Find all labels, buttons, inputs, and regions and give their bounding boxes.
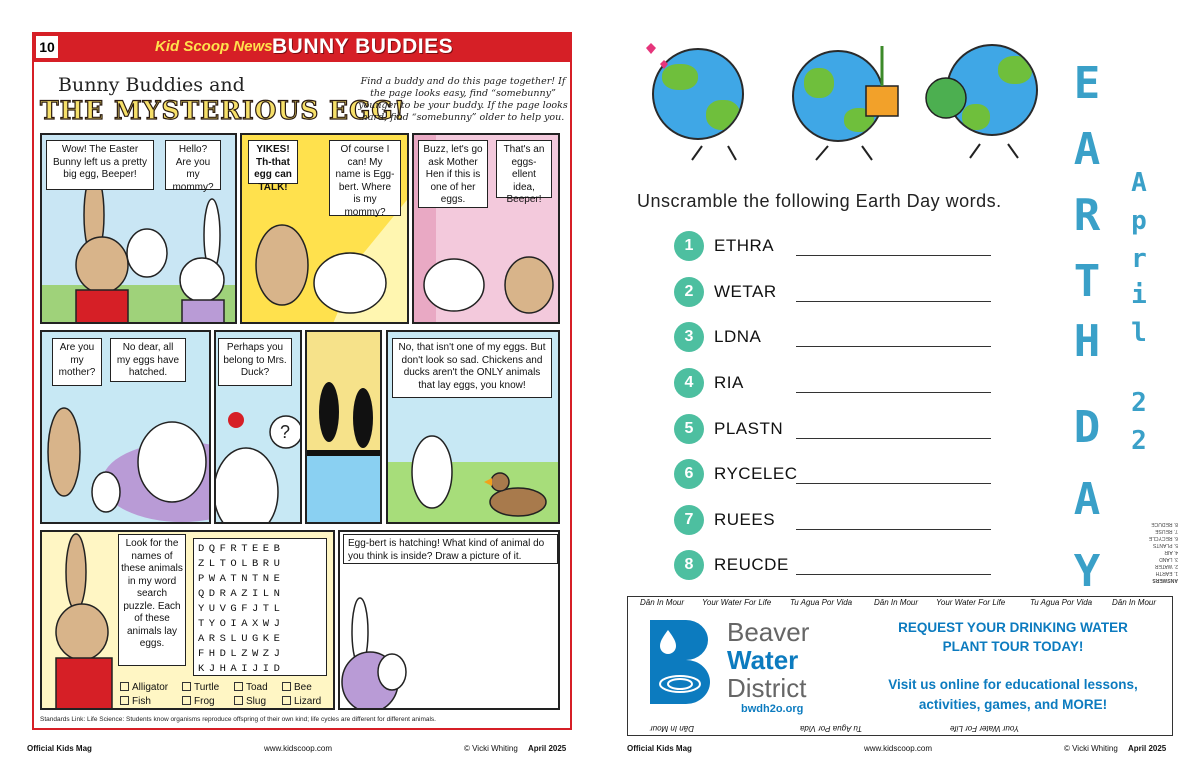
unscramble-item — [674, 277, 994, 307]
title-letter: D — [1073, 402, 1101, 453]
speech-bubble: Of course I can! My name is Egg-bert. Where is my mommy? — [329, 140, 401, 216]
item-number: 6 — [674, 459, 704, 489]
answer-item: 6. RECYCLE — [1148, 535, 1178, 541]
bwd-logo-icon — [646, 616, 716, 706]
speech-bubble: YIKES! Th-that egg can TALK! — [248, 140, 298, 184]
word-label: Bee — [294, 682, 312, 693]
grid-row: ARSLUGKE — [198, 633, 285, 645]
item-number: 2 — [674, 277, 704, 307]
word-checkbox[interactable] — [234, 696, 266, 707]
answer-item: 2. WATER — [1154, 563, 1178, 569]
unscramble-instruction: Unscramble the following Earth Day words. — [637, 191, 1002, 211]
date-letter: A — [1131, 168, 1147, 198]
comic-panel-6 — [305, 330, 382, 524]
answer-line[interactable] — [796, 392, 991, 393]
grid-row: KJHAIJID — [198, 663, 285, 675]
unscramble-item — [674, 414, 994, 444]
heart-icon — [646, 43, 656, 54]
footer-date: April 2025 — [528, 744, 567, 753]
scrambled-word: RYCELEC — [714, 464, 798, 483]
item-number: 5 — [674, 414, 704, 444]
speech-bubble: Hello? Are you my mommy? — [165, 140, 221, 190]
ad-tagline: Tu Agua Por Vida — [800, 724, 863, 733]
scrambled-word: REUCDE — [714, 555, 789, 574]
ad-tagline: Dân In Mour — [874, 598, 919, 607]
title-letter: H — [1073, 316, 1101, 367]
title-letter: Y — [1073, 546, 1101, 597]
speech-bubble: Egg-bert is hatching! What kind of animal do you think is inside? Draw a picture of it. — [343, 534, 558, 564]
title-line-2: THE MYSTERIOUS EGG! — [40, 96, 406, 125]
word-label: Toad — [246, 682, 268, 693]
item-number: 4 — [674, 368, 704, 398]
checkbox-icon[interactable] — [282, 682, 291, 691]
answer-line[interactable] — [796, 574, 991, 575]
plant-pot-icon — [866, 86, 898, 116]
cta-line: REQUEST YOUR DRINKING WATER — [898, 620, 1128, 635]
answer-line[interactable] — [796, 346, 991, 347]
speech-bubble: Buzz, let's go ask Mother Hen if this is one of her eggs. — [418, 140, 488, 208]
unscramble-item — [674, 505, 994, 535]
title-letter: T — [1073, 256, 1101, 307]
word-label: Alligator — [132, 682, 169, 693]
word-checkbox[interactable] — [120, 696, 151, 707]
grid-row: QDRAZILN — [198, 588, 285, 600]
answer-item: 8. REDUCE — [1151, 521, 1178, 527]
answer-line[interactable] — [796, 438, 991, 439]
speech-bubble: Wow! The Easter Bunny left us a pretty big egg, Beeper! — [46, 140, 154, 190]
answer-item: 1. EARTH — [1155, 570, 1178, 576]
word-search-grid[interactable] — [193, 538, 327, 676]
answer-line[interactable] — [796, 301, 991, 302]
speech-bubble: That's an eggs-ellent idea, Beeper! — [496, 140, 552, 198]
answer-item: 3. LAND — [1159, 556, 1178, 562]
unscramble-item — [674, 459, 994, 489]
footer-center: www.kidscoop.com — [264, 744, 333, 753]
word-checkbox[interactable] — [120, 682, 168, 693]
footer-center: www.kidscoop.com — [864, 744, 933, 753]
speech-bubble: Are you my mother? — [52, 338, 102, 386]
word-checkbox[interactable] — [234, 682, 268, 693]
footer-copyright: © Vicki Whiting — [1064, 744, 1118, 753]
brand-logo: Kid Scoop News — [155, 38, 273, 55]
globe-decorations — [636, 36, 1196, 166]
item-number: 1 — [674, 231, 704, 261]
unscramble-item — [674, 231, 994, 261]
intro-text: Find a buddy and do this page together! If the page looks easy, find “somebunny” younger to be your buddy. If the page looks hard, find “somebunny” older to help you. — [358, 76, 568, 123]
answer-item: 5. PLANTS — [1152, 542, 1178, 548]
scrambled-word: PLASTN — [714, 419, 784, 438]
speech-bubble: No, that isn't one of my eggs. But don't look so sad. Chickens and ducks aren't the ONLY animals that lay eggs, you know! — [392, 338, 552, 398]
unscramble-item — [674, 550, 994, 580]
title-line-1: Bunny Buddies and — [58, 74, 245, 96]
grid-row: TYOIAXWJ — [198, 618, 285, 630]
recycle-icon — [926, 78, 966, 118]
title-letter: A — [1073, 124, 1101, 175]
bwd-name-line3: District — [727, 673, 807, 703]
bunny-pointing-illustration — [42, 532, 122, 710]
checkbox-icon[interactable] — [120, 696, 129, 705]
standards-link: Standards Link: Life Science: Students know organisms reproduce offspring of their own kind; life cycles are different for different animals. — [40, 716, 436, 723]
scrambled-word: RUEES — [714, 510, 776, 529]
footer-copyright: © Vicki Whiting — [464, 744, 518, 753]
item-number: 7 — [674, 505, 704, 535]
date-letter: l — [1131, 318, 1147, 348]
word-label: Turtle — [194, 682, 220, 693]
word-label: Lizard — [294, 696, 322, 707]
cta-line: activities, games, and MORE! — [918, 697, 1108, 712]
grid-row: YUVGFJTL — [198, 603, 285, 615]
checkbox-icon[interactable] — [182, 682, 191, 691]
checkbox-icon[interactable] — [234, 696, 243, 705]
footer-date: April 2025 — [1128, 744, 1167, 753]
checkbox-icon[interactable] — [234, 682, 243, 691]
title-letter: E — [1073, 58, 1101, 109]
grid-row: PWATNTNE — [198, 573, 285, 585]
title-letter: A — [1073, 474, 1101, 525]
checkbox-icon[interactable] — [282, 696, 291, 705]
answers-label: ANSWERS — [1152, 577, 1178, 583]
word-label: Fish — [132, 696, 151, 707]
date-letter: 2 — [1131, 426, 1147, 456]
answer-item: 4. AIR — [1164, 549, 1178, 555]
ad-tagline: Your Water For Life — [936, 598, 1006, 607]
scrambled-word: WETAR — [714, 282, 777, 301]
word-checkbox[interactable] — [182, 696, 215, 707]
grid-row: DQFRTEEB — [198, 543, 285, 555]
date-letter: p — [1131, 206, 1147, 236]
checkbox-icon[interactable] — [120, 682, 129, 691]
bwd-url-link[interactable]: bwdh2o.org — [741, 703, 804, 715]
speech-bubble: Perhaps you belong to Mrs. Duck? — [218, 338, 292, 386]
ad-tagline: Dân In Mour — [640, 598, 685, 607]
word-label: Slug — [246, 696, 267, 707]
question-mark: ? — [280, 422, 291, 442]
speech-bubble: No dear, all my eggs have hatched. — [110, 338, 186, 382]
footer-left: Official Kids Mag — [627, 744, 692, 753]
silhouettes-illustration — [307, 332, 382, 524]
unscramble-item — [674, 368, 994, 398]
item-number: 3 — [674, 322, 704, 352]
word-list — [120, 682, 340, 712]
date-letter: 2 — [1131, 388, 1147, 418]
grid-row: FHDLZWZJ — [198, 648, 285, 660]
globe-legs — [692, 144, 1018, 160]
unscramble-item — [674, 322, 994, 352]
cta-line: Visit us online for educational lessons, — [888, 677, 1138, 692]
answer-item: 7. REUSE — [1155, 528, 1178, 534]
date-letter: r — [1131, 244, 1147, 274]
date-letter: i — [1131, 280, 1147, 310]
strip-title: BUNNY BUDDIES — [272, 35, 454, 58]
scrambled-word: LDNA — [714, 327, 762, 346]
ad-tagline: Tu Agua Por Vida — [1030, 598, 1093, 607]
cta-line: PLANT TOUR TODAY! — [942, 639, 1084, 654]
checkbox-icon[interactable] — [182, 696, 191, 705]
word-label: Frog — [194, 696, 215, 707]
ad-tagline: Dân In Mour — [650, 724, 695, 733]
page-number: 10 — [36, 36, 58, 58]
title-letter: R — [1073, 190, 1101, 241]
item-number: 8 — [674, 550, 704, 580]
grid-row: ZLTOLBRU — [198, 558, 285, 570]
bwd-name-line2: Water — [727, 645, 799, 675]
ad-tagline: Dân In Mour — [1112, 598, 1157, 607]
answer-line[interactable] — [796, 255, 991, 256]
answer-line[interactable] — [796, 529, 991, 530]
ad-tagline: Your Water For Life — [702, 598, 772, 607]
word-checkbox[interactable] — [282, 682, 312, 693]
scrambled-word: RIA — [714, 373, 744, 392]
answers-key — [1126, 520, 1178, 583]
heart-icon — [660, 60, 668, 69]
ad-tagline: Tu Agua Por Vida — [790, 598, 853, 607]
answer-line[interactable] — [796, 483, 991, 484]
word-checkbox[interactable] — [282, 696, 321, 707]
puzzle-instructions: Look for the names of these animals in my word search puzzle. Each of these animals lay eggs. — [118, 534, 186, 666]
scrambled-word: ETHRA — [714, 236, 775, 255]
word-checkbox[interactable] — [182, 682, 219, 693]
footer-left: Official Kids Mag — [27, 744, 92, 753]
bwd-name-line1: Beaver — [727, 617, 810, 647]
ad-tagline: Your Water For Life — [950, 724, 1020, 733]
